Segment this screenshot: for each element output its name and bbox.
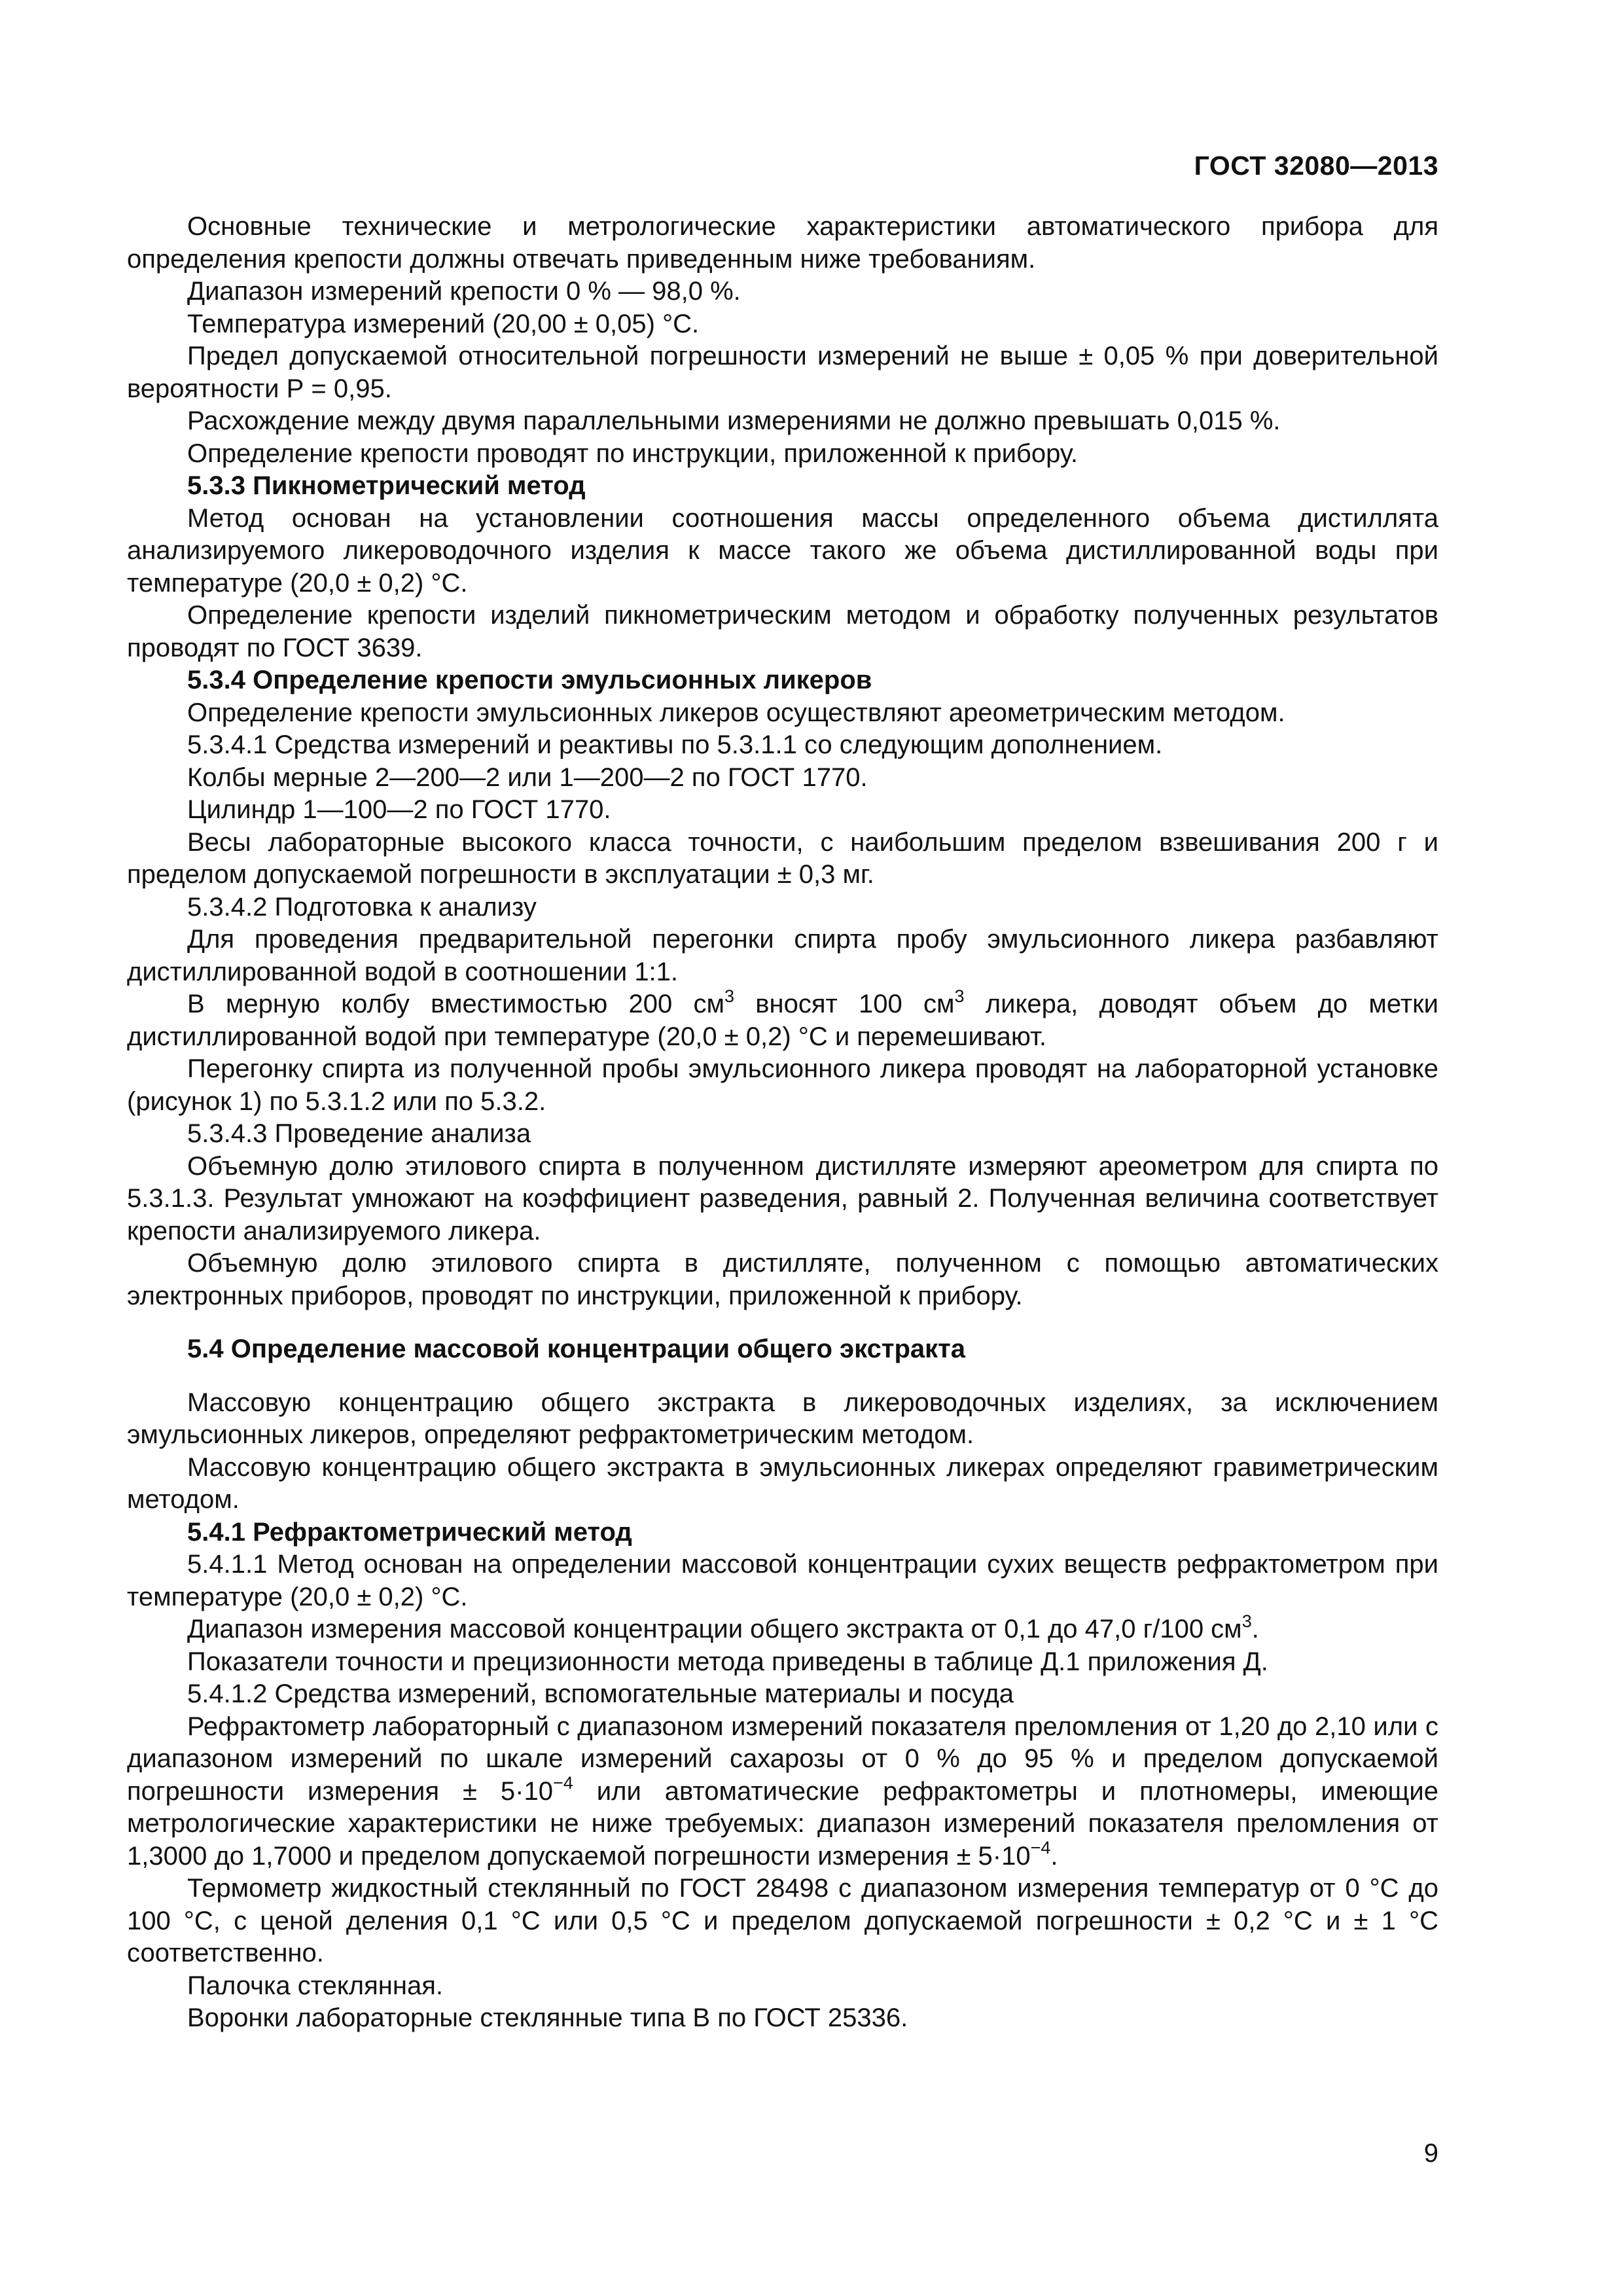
paragraph: Перегонку спирта из полученной пробы эмульсионного ликера проводят на лабораторной установке (рисунок 1) по 5.3.1.2 или по 5.3.2. [127, 1054, 1438, 1116]
subsection-heading: 5.3.4 Определение крепости эмульсионных ликеров [187, 666, 872, 694]
paragraph: Цилиндр 1—100—2 по ГОСТ 1770. [187, 795, 611, 824]
superscript: 3 [954, 986, 965, 1006]
section-heading: 5.4 Определение массовой концентрации общего экстракта [187, 1335, 965, 1363]
superscript: 3 [724, 986, 734, 1006]
paragraph: Основные технические и метрологические характеристики автоматического прибора для определения крепости должны отвечать приведенным ниже требованиям. [127, 212, 1438, 274]
paragraph: Массовую концентрацию общего экстракта в ликероводочных изделиях, за исключением эмульсионных ликеров, определяют рефрактометрическим методом. [127, 1388, 1438, 1449]
paragraph: Весы лабораторные высокого класса точности, с наибольшим пределом взвешивания 200 г и пределом допускаемой погрешности в эксплуатации ± 0,3 мг. [127, 827, 1438, 889]
text-run: ликера, доводят объем до метки дистиллированной водой при температуре (20,0 ± 0,2) °С и перемешивают. [127, 990, 1438, 1051]
paragraph: Для проведения предварительной перегонки спирта пробу эмульсионного ликера разбавляют дистиллированной водой в соотношении 1:1. [127, 925, 1438, 986]
paragraph: 5.4.1.1 Метод основан на определении массовой концентрации сухих веществ рефрактометром при температуре (20,0 ± 0,2) °С. [127, 1550, 1438, 1611]
paragraph: Предел допускаемой относительной погрешности измерений не выше ± 0,05 % при доверительной вероятности Р = 0,95. [127, 342, 1438, 403]
text-run: Рефрактометр лабораторный с диапазоном измерений показателя преломления от 1,20 до 2,10 или с диапазоном измерений по шкале измерений сахарозы от 0 % до 95 % и пределом допускаемой погрешности измерения ± 5·10 [127, 1712, 1438, 1806]
paragraph: Температура измерений (20,00 ± 0,05) °С. [187, 309, 700, 338]
paragraph: Палочка стеклянная. [187, 1971, 443, 2000]
paragraph: Объемную долю этилового спирта в полученном дистилляте измеряют ареометром для спирта по 5.3.1.3. Результат умножают на коэффициент разведения, равный 2. Полученная величина соответствует крепости анализируемого ликера. [127, 1151, 1438, 1246]
superscript: −4 [1030, 1838, 1051, 1858]
paragraph: Массовую концентрацию общего экстракта в эмульсионных ликерах определяют гравиметрическим методом. [127, 1452, 1438, 1514]
paragraph: Определение крепости эмульсионных ликеров осуществляют ареометрическим методом. [187, 698, 1285, 727]
superscript: 3 [1241, 1611, 1252, 1631]
paragraph: Термометр жидкостный стеклянный по ГОСТ 28498 с диапазоном измерения температур от 0 °С до 100 °С, с ценой деления 0,1 °С или 0,5 °С и пределом допускаемой погрешности ± 0,2 °С и ± 1 °С соответственно. [127, 1874, 1438, 1967]
paragraph [127, 1613, 1438, 1646]
text-run: . [1251, 1615, 1259, 1643]
text-run: или автоматические рефрактометры и плотномеры, имеющие метрологические характеристики не ниже требуемых: диапазон измерений показателя преломления от 1,3000 до 1,7000 и пределом допускаемой погрешности измерения ± 5·10 [127, 1776, 1438, 1871]
paragraph: Диапазон измерений крепости 0 % — 98,0 %. [187, 277, 741, 306]
paragraph: Определение крепости изделий пикнометрическим методом и обработку полученных результатов проводят по ГОСТ 3639. [127, 601, 1438, 662]
paragraph: 5.3.4.1 Средства измерений и реактивы по 5.3.1.1 со следующим дополнением. [187, 730, 1163, 759]
paragraph [127, 988, 1438, 1053]
subsection-heading: 5.4.1 Рефрактометрический метод [187, 1517, 632, 1547]
superscript: −4 [553, 1773, 573, 1793]
paragraph: Объемную долю этилового спирта в дистилляте, полученном с помощью автоматических электронных приборов, проводят по инструкции, приложенной к прибору. [127, 1249, 1438, 1310]
document-code-header: ГОСТ 32080—2013 [1194, 151, 1438, 181]
page-number: 9 [1423, 2139, 1438, 2168]
text-run: вносят 100 см [734, 990, 955, 1018]
subsection-heading: 5.3.3 Пикнометрический метод [187, 471, 586, 500]
text-run: Диапазон измерения массовой концентрации общего экстракта от 0,1 до 47,0 г/100 см [187, 1615, 1242, 1643]
paragraph: 5.4.1.2 Средства измерений, вспомогательные материалы и посуда [187, 1679, 1014, 1708]
text-run: В мерную колбу вместимостью 200 см [187, 990, 724, 1018]
paragraph: Метод основан на установлении соотношения массы определенного объема дистиллята анализируемого ликероводочного изделия к массе такого же объема дистиллированной воды при температуре (20,0 ± 0,2) °С. [127, 503, 1438, 598]
paragraph: 5.3.4.3 Проведение анализа [187, 1119, 531, 1148]
text-run: . [1050, 1841, 1058, 1871]
paragraph: Колбы мерные 2—200—2 или 1—200—2 по ГОСТ 1770. [187, 762, 868, 792]
paragraph: Определение крепости проводят по инструкции, приложенной к прибору. [187, 439, 1078, 468]
paragraph: Расхождение между двумя параллельными измерениями не должно превышать 0,015 %. [187, 406, 1281, 435]
paragraph [127, 1711, 1438, 1873]
document-body [127, 211, 1438, 2035]
paragraph: Показатели точности и прецизионности метода приведены в таблице Д.1 приложения Д. [187, 1647, 1268, 1676]
paragraph: 5.3.4.2 Подготовка к анализу [187, 892, 537, 922]
paragraph: Воронки лабораторные стеклянные типа В по ГОСТ 25336. [187, 2003, 908, 2032]
